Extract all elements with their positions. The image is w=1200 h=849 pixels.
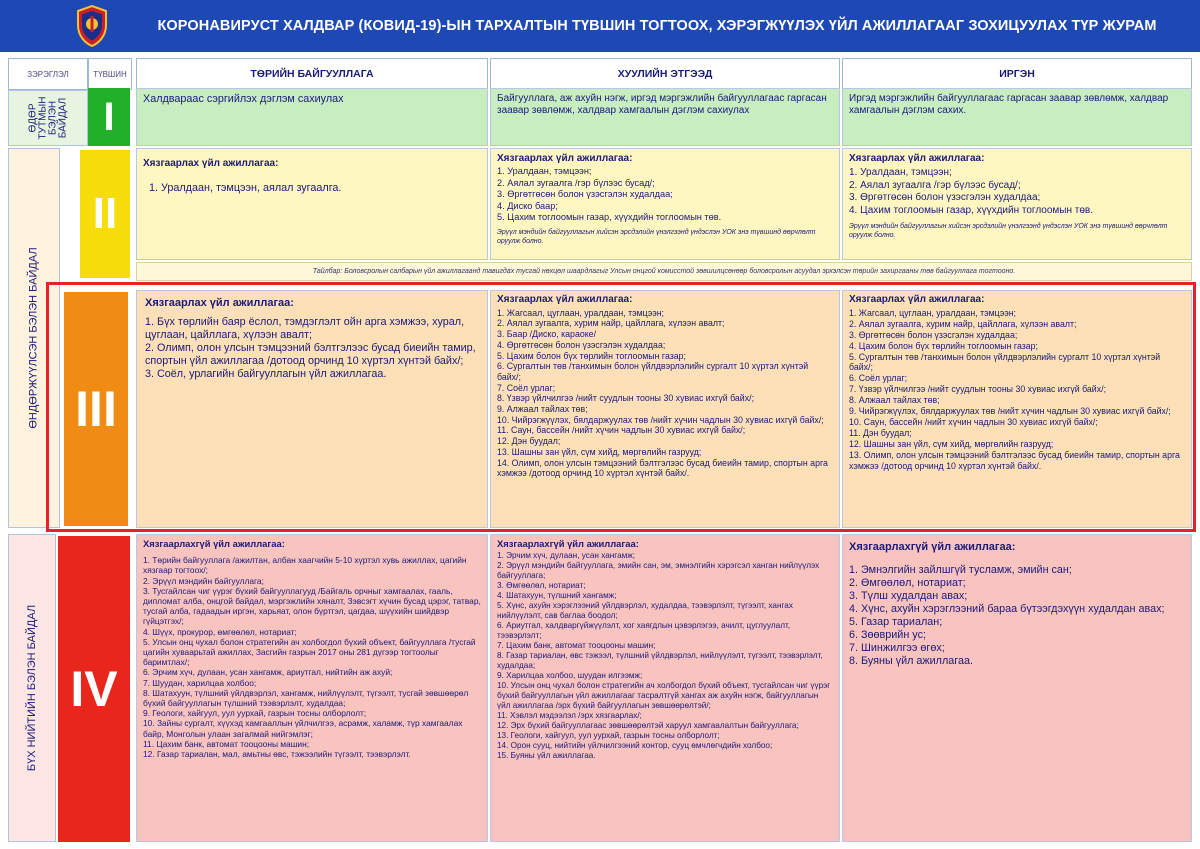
list-item: 3. Баар /Диско, караоке/ [497, 329, 597, 340]
row3-legal-entity-title: Хязгаарлах үйл ажиллагаа: [497, 294, 633, 305]
list-item: 4. Шүүх, прокурор, өмгөөлөл, нотариат; [143, 626, 297, 637]
list-item: 6. Эрчим хүч, дулаан, усан хангамж, ариутгал, нийтийн аж ахуй; [143, 667, 393, 678]
list-item: 1. Жагсаал, цуглаан, уралдаан, тэмцээн; [497, 307, 664, 318]
row3-legal-entity-cell [490, 290, 840, 528]
list-item: 9. Алжаал тайлах төв; [497, 404, 588, 415]
list-item: 6. Сургалтын төв /танхимын болон үйлдвэрлэлийн сургалт 10 хүртэл хүнтэй байх/; [497, 361, 809, 382]
column-header-readiness: ЗЭРЭГЛЭЛ [8, 58, 88, 90]
column-header-government: ТӨРИЙН БАЙГУУЛЛАГА [136, 58, 488, 90]
list-item: 8. Үзвэр үйлчилгээ /нийт суудлын тооны 30 хувиас ихгүй байх/; [497, 393, 755, 404]
list-item: 10. Зайны сургалт, хүүхэд хамгааллын үйлчилгээ, асрамж, халамж, түр хамгаалах байр, Монголын улаан загалмай нийгэмлэг; [143, 718, 463, 739]
row4-legal-entity-title: Хязгаарлахгүй үйл ажиллагаа: [497, 538, 639, 549]
list-item: 1. Эмнэлгийн зайлшгүй тусламж, эмийн сан; [849, 564, 1072, 576]
list-item: 4. Диско баар; [497, 200, 558, 211]
list-item: 2. Эрүүл мэндийн байгууллага; [143, 575, 264, 586]
band-full-label: БҮХ НИЙТИЙН БЭЛЭН БАЙДАЛ [26, 604, 38, 772]
row2-legal-entity-cell [490, 148, 840, 260]
list-item: 15. Буяны үйл ажиллагаа. [497, 751, 596, 760]
row1-citizen-text: Иргэд мэргэжлийн байгууллагаас гаргасан заавар зөвлөмж, халдвар хамгаалын дэглэм сахих. [849, 93, 1169, 116]
list-item: 10. Улсын онц чухал болон стратегийн ач холбогдол бүхий объект, тусгайлсан чиг үүрэг бүхий байгууллагын үйл ажиллагааг тасралтгүй хангах аж ахуйн нэгж, байгууллагын үйл ажиллагаа /эрх бүхий байгууллагын зөвшөөрөлтэй/; [497, 681, 831, 710]
list-item: 9. Геологи, хайгуул, уул уурхай, газрын тосны олборлолт; [143, 708, 367, 719]
row2-citizen-title: Хязгаарлах үйл ажиллагаа: [849, 153, 985, 164]
list-item: 1. Уралдаан, тэмцээн, аялал зугаалга. [149, 182, 342, 194]
list-item: 4. Шатахуун, түлшний хангамж; [497, 591, 617, 600]
list-item: 5. Цахим болон бүх төрлийн тоглоомын газар; [497, 350, 686, 361]
list-item: 2. Олимп, олон улсын тэмцээний бэлтгэлээс бусад биеийн тамир, спортын үйл ажиллагаа /дотоод орчинд 10 хүртэл хүнтэй байх/; [145, 342, 476, 367]
list-item: 8. Шатахуун, түлшний үйлдвэрлэл, хангамж, нийлүүлэлт, түгээлт, тусгай зөвшөөрөл бүхий байгууллагын түлшний тээвэрлэлт, худалдаа; [143, 687, 469, 709]
list-item: 8. Буяны үйл ажиллагаа. [849, 655, 974, 667]
police-emblem-icon [76, 5, 108, 47]
list-item: 14. Орон сууц, нийтийн үйлчилгээний контор, сууц өмчлөгчдийн холбоо; [497, 741, 773, 750]
level-4-block: IV [58, 536, 130, 842]
list-item: 4. Хүнс, ахуйн хэрэглээний бараа бүтээгдэхүүн худалдан авах; [849, 603, 1165, 615]
list-item: 6. Зөөврийн ус; [849, 629, 926, 641]
list-item: 3. Өргөтгөсөн болон үзэсгэлэн худалдаа; [849, 329, 1018, 340]
list-item: 1. Эрчим хүч, дулаан, усан хангамж; [497, 551, 636, 560]
band-heightened-readiness [8, 148, 60, 528]
page-title: КОРОНАВИРУСТ ХАЛДВАР (КОВИД-19)-ЫН ТАРХАЛТЫН ТҮВШИН ТОГТООХ, ХЭРЭГЖҮҮЛЭХ ҮЙЛ АЖИЛЛАГААГ ЗОХИЦУУЛАХ ТҮР ЖУРАМ [157, 18, 1157, 34]
row4-citizen-title: Хязгаарлахгүй үйл ажиллагаа: [849, 541, 1016, 553]
list-item: 3. Түлш худалдан авах; [849, 590, 968, 602]
list-item: 12. Газар тариалан, мал, амьтны өвс, тэжээлийн түгээлт, тээвэрлэлт. [143, 749, 411, 760]
row2-government-title: Хязгаарлах үйл ажиллагаа: [143, 158, 279, 169]
list-item: 3. Өргөтгөсөн болон үзэсгэлэн худалдаа; [497, 189, 673, 200]
row2-government-cell [136, 148, 488, 260]
list-item: 2. Өмгөөлөл, нотариат; [849, 577, 966, 589]
list-item: 5. Цахим тоглоомын газар, хүүхдийн тоглоомын төв. [497, 212, 722, 223]
list-item: 5. Хүнс, ахуйн хэрэглээний үйлдвэрлэл, худалдаа, тээвэрлэлт, түгээлт, хангах нийлүүлэлт, сав баглаа боодол; [497, 601, 793, 620]
list-item: 8. Газар тариалан, өвс тэжээл, түлшний үйлдвэрлэл, нийлүүлэлт, түгээлт, тээвэрлэлт, худалдаа; [497, 651, 823, 670]
list-item: 12. Шашны зан үйл, сүм хийд, мөргөлийн газрууд; [849, 438, 1054, 449]
row2-citizen-cell [842, 148, 1192, 260]
row2-citizen-note: Эрүүл мэндийн байгууллагын хийсэн эрсдэлийн үнэлгээнд үндэслэн УОК энэ түвшинд өөрчлөлт оруулж болно. [849, 223, 1168, 239]
row4-government-cell [136, 534, 488, 842]
level-1-block: I [88, 88, 130, 146]
list-item: 4. Өргөтгөсөн болон үзэсгэлэн худалдаа; [497, 339, 666, 350]
list-item: 1. Бүх төрлийн баяр ёслол, тэмдэглэлт ойн арга хэмжээ, хурал, цуглаан, цайллага, хүлээн авалт; [145, 316, 465, 341]
list-item: 2. Аялал зугаалга, хурим найр, цайллага, хүлээн авалт; [497, 318, 725, 329]
list-item: 1. Уралдаан, тэмцээн; [849, 167, 952, 179]
band-full-readiness [8, 534, 56, 842]
band-heightened-label: ӨНДӨРЖҮҮЛСЭН БЭЛЭН БАЙДАЛ [28, 247, 41, 429]
list-item: 2. Аялал зугаалга /гэр бүлээс бусад/; [497, 177, 655, 188]
row1-government-cell [136, 88, 488, 146]
list-item: 10. Чийрэгжүүлэх, бялдаржуулах төв /нийт хүчин чадлын 30 хувиас ихгүй байх/; [497, 414, 824, 425]
list-item: 7. Цахим банк, автомат тооцооны машин; [497, 641, 656, 650]
list-item: 11. Хэвлэл мэдээлэл /эрх хязгаарлах/; [497, 711, 642, 720]
row1-legal-entity-text: Байгууллага, аж ахуйн нэгж, иргэд мэргэжлийн байгууллагаас гаргасан заавар зөвлөмж, халдвар хамгаалын дэглэм сахиулах [497, 93, 827, 116]
row3-citizen-title: Хязгаарлах үйл ажиллагаа: [849, 294, 985, 305]
list-item: 14. Олимп, олон улсын тэмцээний бэлтгэлээс бусад биеийн тамир, спортын арга хэмжээ /дотоод орчинд 10 хүртэл хүнтэй байх/. [497, 457, 828, 479]
education-footnote: Тайлбар: Боловсролын салбарын үйл ажиллагаанд тавигдах тусгай нөхцөл шаардлагыг Улсын онцгой комисстой зөвшилцсөнөөр боловсролын асуудал эрхэлсэн төрийн захиргааны төв байгууллага тогтооно. [136, 262, 1192, 281]
level-3-block: III [64, 292, 128, 526]
list-item: 6. Соёл урлаг; [849, 373, 908, 384]
list-item: 11. Саун, бассейн /нийт хүчин чадлын 30 хувиас ихгүй байх/; [497, 425, 746, 436]
header-bar [0, 0, 1200, 52]
list-item: 4. Цахим тоглоомын газар, хүүхдийн тоглоомын төв. [849, 204, 1093, 216]
list-item: 1. Жагсаал, цуглаан, уралдаан, тэмцээн; [849, 307, 1016, 318]
list-item: 11. Дэн буудал; [849, 427, 912, 438]
band-daily-readiness [8, 90, 88, 146]
list-item: 7. Үзвэр үйлчилгээ /нийт суудлын тооны 30 хувиас ихгүй байх/; [849, 384, 1107, 395]
row2-legal-entity-note: Эрүүл мэндийн байгууллагын хийсэн эрсдэлийн үнэлгээнд үндэслэн УОК энэ түвшинд өөрчлөлт оруулж болно. [497, 229, 816, 246]
list-item: 2. Эрүүл мэндийн байгууллага, эмийн сан, эм, эмнэлгийн хэрэгсэл ханган нийлүүлэх байгууллага; [497, 561, 820, 580]
list-item: 4. Цахим болон бүх төрлийн тоглоомын газар; [849, 340, 1038, 351]
list-item: 7. Шуудан, харилцаа холбоо; [143, 677, 257, 688]
row3-government-title: Хязгаарлах үйл ажиллагаа: [145, 297, 294, 309]
column-header-level: ТҮВШИН [88, 58, 132, 90]
row1-citizen-cell [842, 88, 1192, 146]
list-item: 3. Соёл, урлагийн байгууллагын үйл ажиллагаа. [145, 368, 387, 380]
row3-citizen-cell [842, 290, 1192, 528]
list-item: 13. Олимп, олон улсын тэмцээний бэлтгэлээс бусад биеийн тамир, спортын арга хэмжээ /дотоод орчинд 10 хүртэл хүнтэй байх/. [849, 449, 1180, 471]
row3-government-cell [136, 290, 488, 528]
list-item: 3. Өргөтгөсөн болон үзэсгэлэн худалдаа; [849, 192, 1041, 204]
list-item: 9. Харилцаа холбоо, шуудан илгээмж; [497, 671, 643, 680]
row4-government-title: Хязгаарлахгүй үйл ажиллагаа: [143, 538, 285, 549]
list-item: 11. Цахим банк, автомат тооцооны машин; [143, 738, 310, 749]
list-item: 5. Сургалтын төв /танхимын болон үйлдвэрлэлийн сургалт 10 хүртэл хүнтэй байх/; [849, 351, 1161, 373]
list-item: 8. Алжаал тайлах төв; [849, 395, 940, 406]
list-item: 12. Дэн буудал; [497, 436, 561, 447]
row2-legal-entity-title: Хязгаарлах үйл ажиллагаа: [497, 153, 633, 164]
list-item: 12. Эрх бүхий байгууллагаас зөвшөөрөлтэй харуул хамгаалалтын байгууллага; [497, 721, 799, 730]
list-item: 1. Уралдаан, тэмцээн; [497, 166, 592, 177]
level-2-block: II [80, 150, 130, 278]
list-item: 5. Газар тариалан; [849, 616, 943, 628]
list-item: 3. Тусгайлсан чиг үүрэг бүхий байгууллагууд /Байгаль орчныг хамгаалах, гааль, дипломат алба, онцгой байдал, мэргэжлийн хяналт, Зэвсэгт хүчин бусад цэрэг, татвар, тусгай алба, гадаадын иргэн, харьяат, олон бүртгэл, цагдаа, шүүхийн шийдвэр гүйцэтгэх/; [143, 585, 481, 627]
list-item: 13. Геологи, хайгуул, уул уурхай, газрын тосны олборлолт; [497, 731, 720, 740]
list-item: 5. Улсын онц чухал болон стратегийн ач холбогдол бүхий объект, байгууллага /тусгай цагийн хуваарьтай ажиллах, Засгийн газрын 2017 оны 281 дүгээр тогтоолыг баримтлах/; [143, 636, 476, 668]
list-item: 3. Өмгөөлөл, нотариат; [497, 581, 586, 590]
list-item: 13. Шашны зан үйл, сүм хийд, мөргөлийн газрууд; [497, 446, 702, 457]
column-header-legal-entity: ХУУЛИЙН ЭТГЭЭД [490, 58, 840, 90]
list-item: 7. Соёл урлаг; [497, 382, 556, 393]
list-item: 6. Ариутгал, халдваргүйжүүлэлт, хог хаягдлын цэвэрлэгээ, ачилт, цуглуулалт, тээвэрлэлт; [497, 621, 791, 640]
row4-legal-entity-cell [490, 534, 840, 842]
list-item: 7. Шинжилгээ өгөх; [849, 642, 945, 654]
list-item: 2. Аялал зугаалга, хурим найр, цайллага, хүлээн авалт; [849, 318, 1077, 329]
list-item: 10. Саун, бассейн /нийт хүчин чадлын 30 хувиас ихгүй байх/; [849, 416, 1098, 427]
row4-citizen-cell [842, 534, 1192, 842]
list-item: 1. Төрийн байгууллага /ажилтан, албан хаагчийн 5-10 хүртэл хувь ажиллах, цагийн хязгаар тогтоох/; [143, 555, 467, 576]
list-item: 2. Аялал зугаалга /гэр бүлээс бусад/; [849, 179, 1021, 191]
row1-legal-entity-cell [490, 88, 840, 146]
band-daily-label: ӨДӨР ТУТМЫН БЭЛЭН БАЙДАЛ [26, 96, 68, 140]
list-item: 9. Чийрэгжүүлэх, бялдаржуулах төв /нийт хүчин чадлын 30 хувиас ихгүй байх/; [849, 406, 1171, 417]
column-header-citizen: ИРГЭН [842, 58, 1192, 90]
row1-government-text: Халдвараас сэргийлэх дэглэм сахиулах [143, 93, 344, 105]
